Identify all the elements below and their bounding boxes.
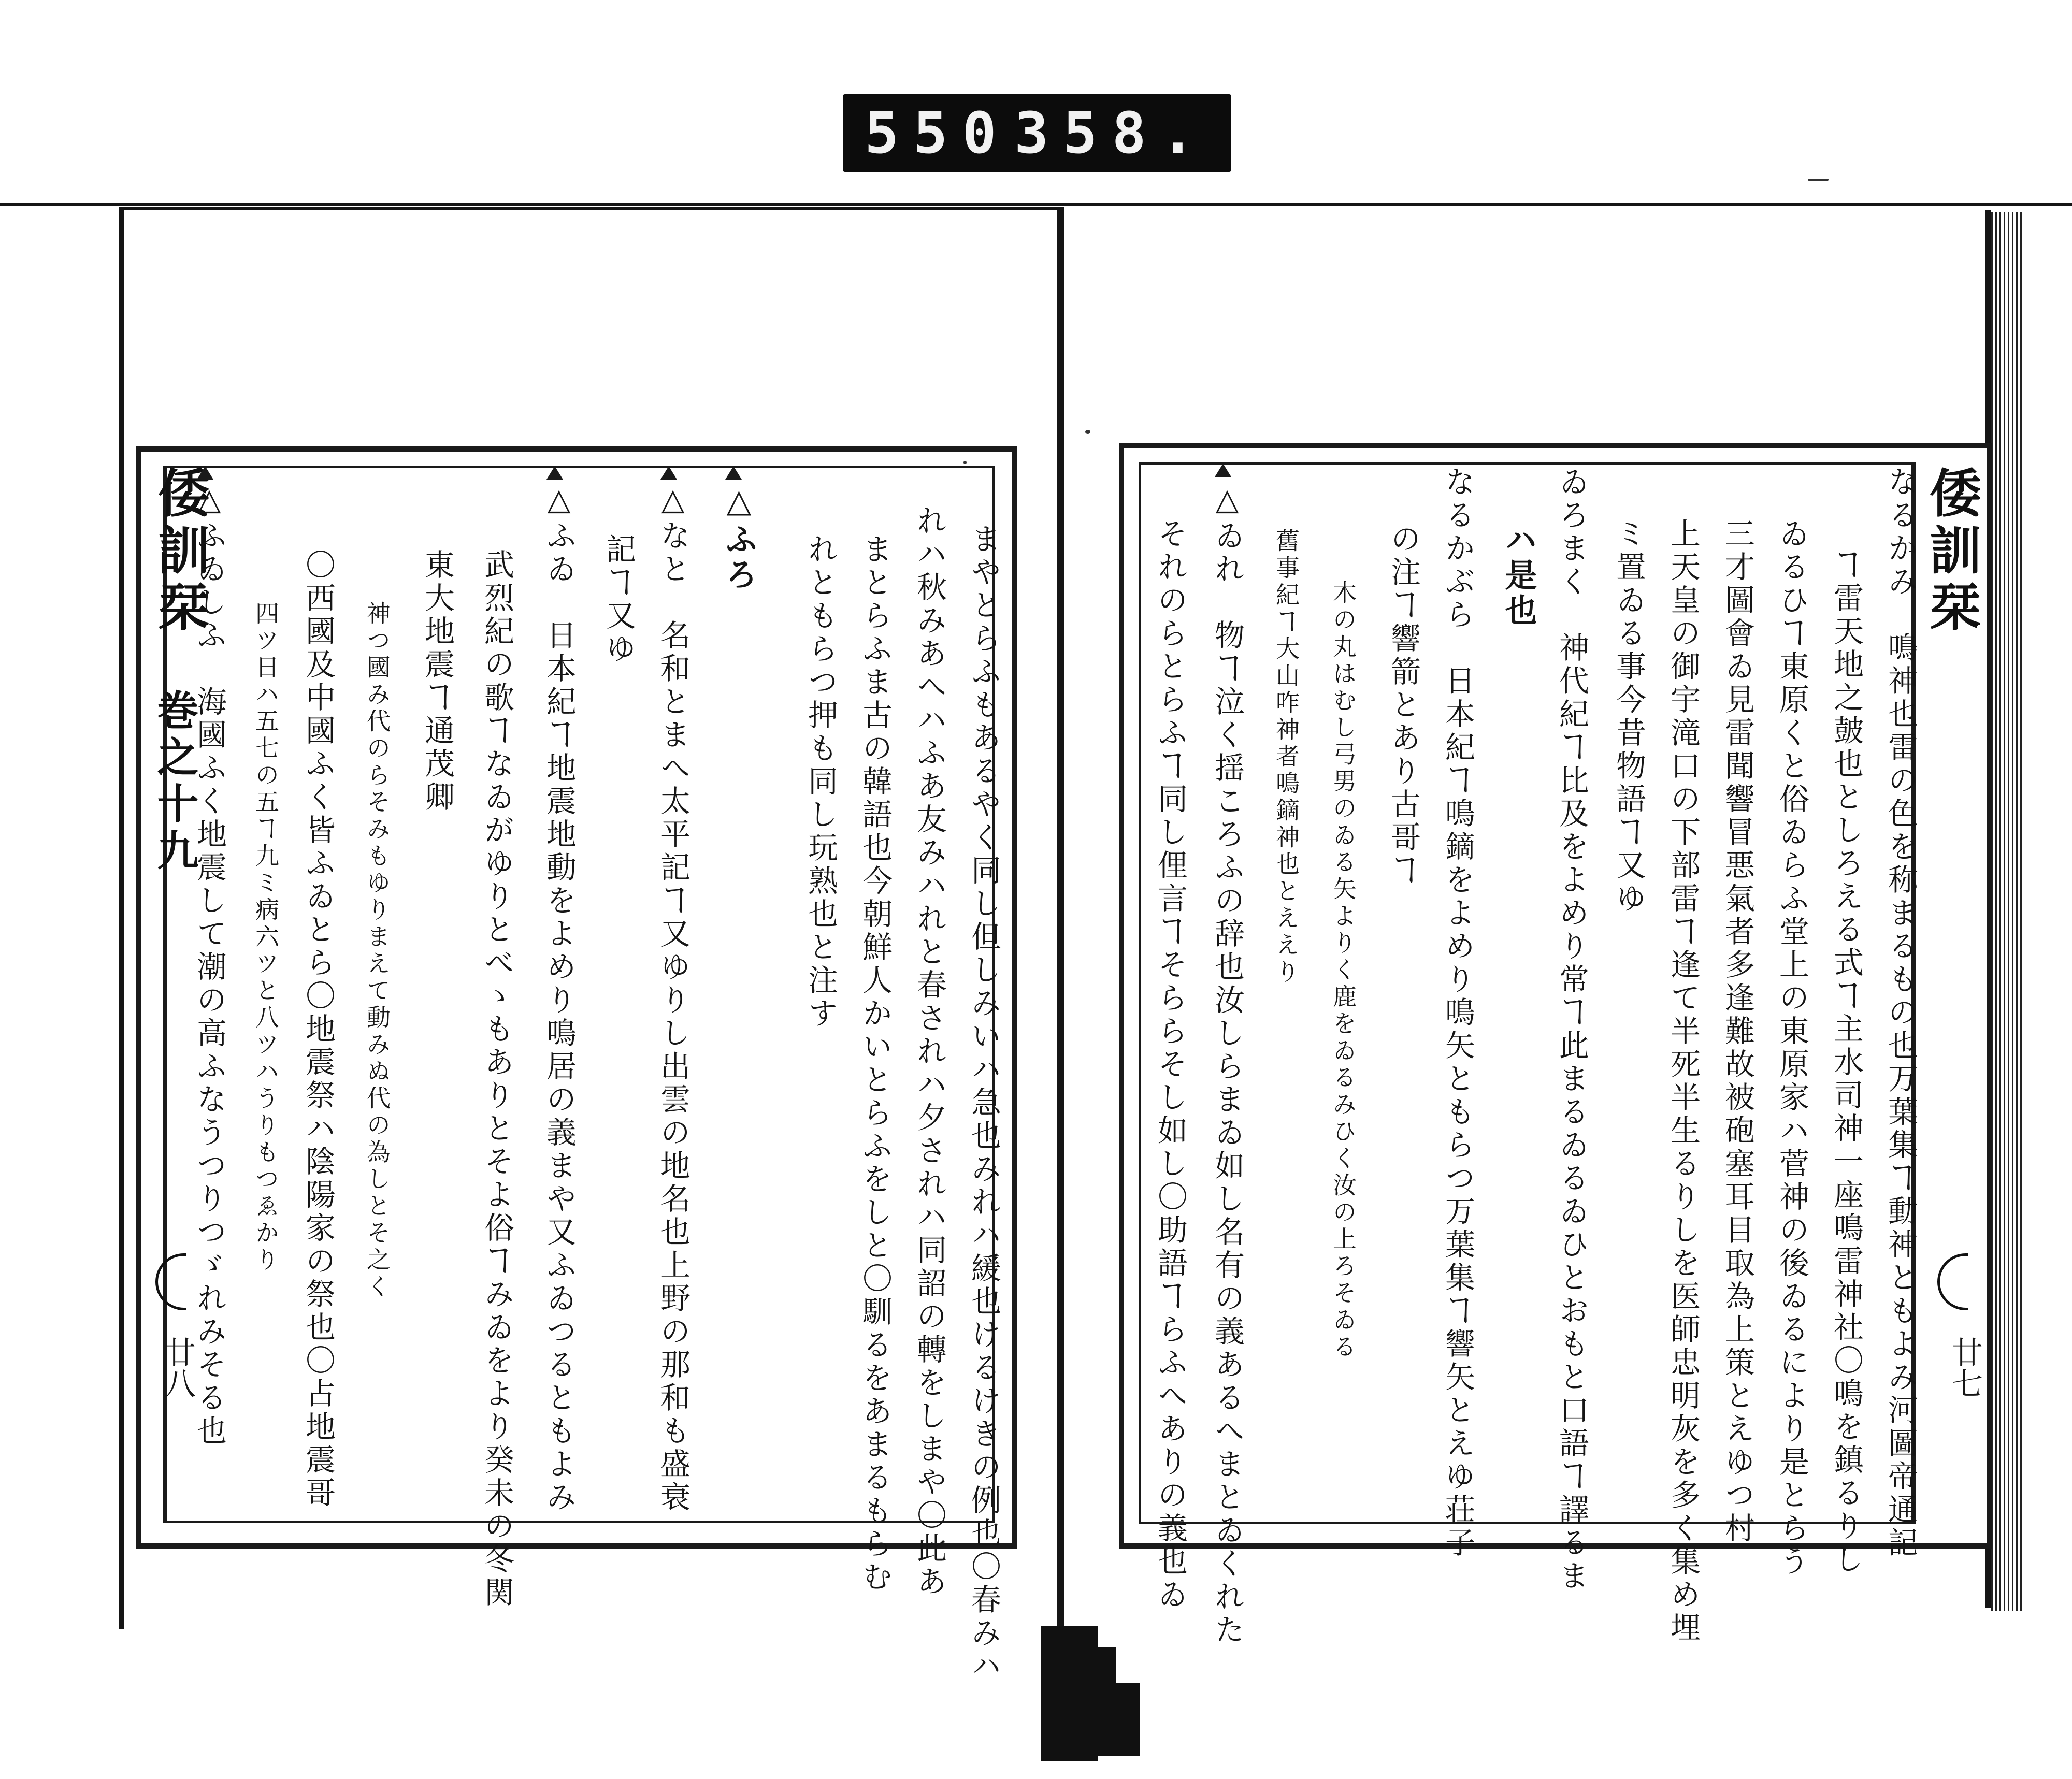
entry-heading: △ふろ — [720, 482, 758, 593]
text-column: △ふゐ 日本紀ヿ地震地動をよめり鳴居の義まや又ふゐつるともよみ — [541, 482, 577, 1514]
text-column: 舊事紀ヿ大山咋神者鳴鏑神也とええり — [1272, 528, 1300, 986]
text-column: なるかみ 鳴神也雷の色を称まるもの也万葉集ヿ動神ともよみ河圖帝通記 — [1883, 466, 1918, 1560]
entry-marker-triangle — [197, 466, 213, 480]
entry-marker-triangle — [660, 466, 677, 480]
text-column: 上天皇の御宇滝口の下部雷ヿ逢て半死半生るりしを医師忠明灰を多く集め埋 — [1665, 518, 1701, 1645]
poem-column: 神つ國み代のらそみもゆりまえて動みぬ代の為しとそ之く — [363, 601, 391, 1301]
text-column: 三才圖會ゐ見雷聞響冒悪氣者多逢難故被砲塞耳目取為上策とえゆつ村 — [1720, 518, 1755, 1545]
text-column: ミ置ゐる事今昔物語ヿ又ゆ — [1611, 518, 1646, 916]
text-column: ゐろまく 神代紀ヿ比及をよめり常ヿ此まるゐるゐひとおもと口語ヿ譯るま — [1554, 466, 1589, 1593]
text-column: 記ヿ又ゆ — [601, 533, 636, 666]
text-column: 武烈紀の歌ヿなゐがゆりとべゝもありとそよ俗ヿみゐをより癸未の冬関 — [479, 549, 514, 1610]
left-page-volume: 巻之十九 — [150, 689, 199, 875]
gutter-shadow-step — [1116, 1683, 1140, 1756]
entry-marker-triangle — [546, 466, 563, 480]
text-column: の注ヿ響箭とあり古哥ヿ — [1386, 523, 1421, 888]
text-column: なるかぶら 日本紀ヿ鳴鏑をよめり鳴矢ともらつ万葉集ヿ響矢とえゆ荘子 — [1440, 466, 1475, 1560]
scan-speck — [1085, 430, 1090, 434]
text-column: △ゐれ 物ヿ泣く揺ころふの辞也汝しらまゐ如し名有の義あるへまとゐくれた — [1210, 482, 1245, 1647]
left-page-folio: 廿八 — [160, 1336, 196, 1398]
entry-marker-triangle — [725, 466, 742, 480]
gutter-shadow-step — [1098, 1647, 1116, 1756]
text-column: それのらとらふヿ同し俚言ヿそららそし如し〇助語ヿらふへありの義也ゐ — [1153, 518, 1188, 1612]
film-label-left-number: 550 — [865, 100, 1011, 166]
center-gutter-line — [1057, 207, 1064, 1637]
right-page-edge-shadow — [1991, 212, 2022, 1611]
text-column: れハ秋みあへハふあ友みハれと春されハ夕されハ同詔の轉をしまや〇此あ — [912, 505, 947, 1599]
scan-speck — [1808, 179, 1829, 181]
left-page-outer-line — [119, 210, 124, 1629]
gutter-shadow-block — [1041, 1626, 1098, 1761]
text-column: ヿ雷天地之皷也としろえる式ヿ主水司神一座鳴雷神社〇鳴を鎮るりし — [1829, 549, 1864, 1576]
right-page-folio: 廿七 — [1947, 1336, 1983, 1398]
top-edge-rule — [0, 203, 2072, 206]
text-column: △なと 名和とまへ太平記ヿ又ゆりし出雲の地名也上野の那和も盛衰 — [655, 482, 690, 1514]
left-page-title: 倭訓栞 — [149, 466, 210, 637]
text-column: ゐるひヿ東原くと俗ゐらふ堂上の東原家ハ菅神の後ゐるにより是とらう — [1774, 518, 1809, 1579]
entry-marker-triangle — [1215, 464, 1231, 477]
text-column: れともらつ押も同し玩熟也と注す — [803, 533, 838, 1031]
film-frame-label — [843, 94, 1231, 172]
scan-speck — [963, 461, 967, 464]
text-column: まやとらふもあるやく同し但しみいハ急也みれハ緩也けるけきの例也〇春みハ — [966, 523, 1001, 1683]
left-page-top-rule — [119, 207, 1062, 210]
text-column: △ふゐしふ 海國ふく地震して潮の高ふなうつりつゞれみそる也 — [192, 482, 227, 1448]
poem-column: 四ツ日ハ五七の五ヿ九ミ病六ツと八ツハうりもつゑかり — [252, 601, 280, 1274]
text-column: ハ是也 — [1500, 523, 1537, 629]
text-column: 〇西國及中國ふく皆ふゐとら〇地震祭ハ陰陽家の祭也〇占地震哥 — [300, 549, 336, 1510]
text-column: 東大地震ヿ通茂卿 — [420, 549, 455, 814]
poem-column: 木の丸はむし弓男のゐる矢よりく鹿をゐるみひく汝の上ろそゐる — [1329, 580, 1357, 1361]
film-label-right-number: 358. — [1014, 100, 1210, 166]
right-page-title: 倭訓栞 — [1921, 466, 1982, 637]
text-column: まとらふま古の韓語也今朝鮮人かいとらふをしと〇馴るをあまるもらむ — [857, 533, 893, 1594]
